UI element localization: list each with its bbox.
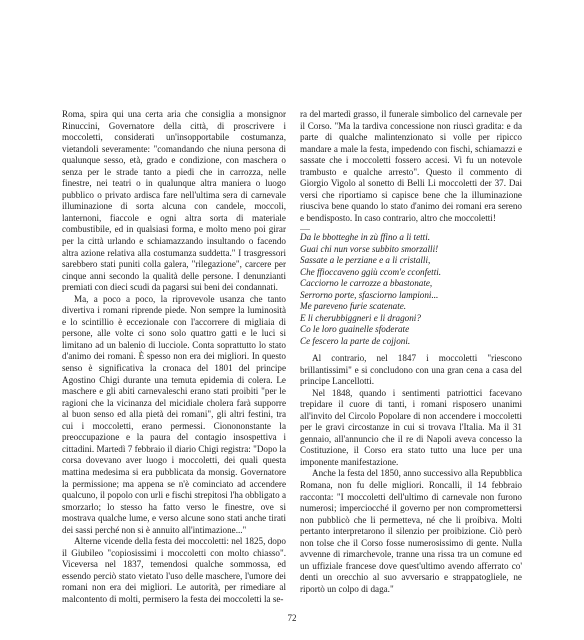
left-text-column xyxy=(62,109,286,606)
paragraph: Anche la festa del 1850, anno successivo alla Repubblica Romana, non fu delle migliori. Roncalli, il 14 febbraio racconta: "I moccoletti dell'ultimo di carnevale non furono numerosi; imperciocché il governo per non compromettersi non pubblicò che li permetteva, né che li proibiva. Molti pertanto interpretarono il silenzio per proibizione. Ciò però non tolse che il Corso fosse numerosissimo di gente. Nulla avvenne di rimarchevole, tranne una rissa tra un comune ed un uffiziale francese dove quest'ultimo avendo afferrato co' denti un orecchio al suo avversario e strappatogliele, ne riportò un colpo di daga." xyxy=(300,468,522,594)
poem-line: Cacciorno le carrozze a bbastonate, xyxy=(300,278,433,289)
page-number: 72 xyxy=(287,613,297,623)
poem-line: Sassate a le perziane e a li cristalli, xyxy=(300,255,431,266)
poem-line: Che ffioccaveno ggiù ccom'e cconfetti. xyxy=(300,266,442,277)
paragraph: Alterne vicende della festa dei moccoletti: nel 1825, dopo il Giubileo "copiosissimi i moccoletti con molto chiasso". Viceversa nel 1837, temendosi qualche sommossa, ed essendo perciò stato vietato l'uso delle maschere, l'umore dei romani non era dei migliori. Le autorità, per rimediare al malcontento di molti, permisero la festa dei moccoletti la se- xyxy=(62,536,286,604)
poem-line: Ce fescero la parte de cojjoni. xyxy=(300,335,411,346)
poem-ellipsis: ..... xyxy=(300,223,310,233)
paragraph: Nel 1848, quando i sentimenti patriottici facevano trepidare il cuore di tanti, i romani risposero unanimi all'invito del Circolo Popolare di non accendere i moccoletti per le gravi circostanze in cui si trovava l'Italia. Ma il 31 gennaio, all'annuncio che il re di Napoli aveva concesso la Costituzione, il Corso era stato tutto una luce per una imponente manifestazione. xyxy=(300,387,522,467)
paragraph: Al contrario, nel 1847 i moccoletti "riescono brillantissimi" e si concludono con una gran cena a casa del principe Lancellotti. xyxy=(300,353,522,387)
paragraph: Roma, spira qui una certa aria che consiglia a monsignor Rinuccini, Governatore della città, di proscrivere i moccoletti, considerati un'insopportabile costumanza, vietandoli severamente: "comandando che niuna persona di qualunque sesso, età, grado e condizione, con maschera o senza per le strade tanto a piedi che in carrozza, nelle finestre, nei teatri o in qualunque altra maniera o luogo pubblico o privato ardisca fare nell'ultima sera di carnevale illuminazione di sorta alcuna con candele, moccoli, lanternoni, fiaccole e ogni altra sorta di materiale combustibile, ed in qualsiasi forma, e molto meno poi girar per la città urlando e schiamazzando insultando o facendo altra azione relativa alla costumanza suddetta." I trasgressori sarebbero stati puniti colla galera, "rilegazione", carcere per cinque anni secondo la qualità delle persone. I denunzianti premiati con dieci scudi da pagarsi sui beni dei condannati. xyxy=(62,109,286,293)
poem-line: Me pareveno furie scatenate. xyxy=(300,301,407,312)
poem-line: Co le loro guainelle sfoderate xyxy=(300,324,410,335)
poem-line: Guai chi nun vorse subbito smorzalli! xyxy=(300,243,439,254)
paragraph: Ma, a poco a poco, la riprovevole usanza che tanto divertiva i romani riprende piede. Non sempre la luminosità e lo scintillio è eccezionale con l'accorrere di migliaia di persone, alle volte ci sono solo quattro gatti e le luci si limitano ad un balenio di lucciole. Conta soprattutto lo stato d'animo dei romani. È spesso non era dei migliori. In questo senso è significativa la cronaca del 1801 del principe Agostino Chigi durante una temuta epidemia di colera. Le maschere e gli abiti carnevaleschi erano stati proibiti "per le ragioni che la vicinanza del micidiale cholera farà supporre al buon senso ed alla pietà dei romani", gli altri festini, tra cui i moccoletti, erano permessi. Cionononstante la preoccupazione e la paura del contagio insospettiva i cittadini. Martedì 7 febbraio il diario Chigi registra: "Dopo la corsa dovevano aver luogo i moccoletti, dei quali questa mattina medesima si era pubblicata da monsig. Governatore la permissione; ma appena se n'è cominciato ad accendere qualcuno, il popolo con urli e fischi strepitosi l'ha obbligato a smorzarlo; lo stesso ha fatto verso le finestre, ove si mostrava qualche lume, e verso alcune sono stati anche tirati dei sassi perché non si è annuito all'intimazione..." xyxy=(62,293,286,535)
poem-line: Serrorno porte, sfasciorno lampioni... xyxy=(300,289,439,300)
right-text-column xyxy=(300,109,522,595)
poem-line: Da le bbotteghe in zù ffino a li tetti. xyxy=(300,232,431,243)
sonnet-excerpt xyxy=(300,232,522,347)
poem-line: E li cherubbiggneri e li dragoni? xyxy=(300,312,421,323)
paragraph: ra del martedì grasso, il funerale simbolico del carnevale per il Corso. "Ma la tardiva concessione non riuscì gradita: e da parte di qualche malintenzionato si volle per ripicco mandare a male la festa, impedendo con fischi, schiamazzi e sassate che i moccoletti fossero accesi. Vi fu un notevole trambusto e qualche arresto". Questo il commento di Giorgio Vigolo al sonetto di Belli Li moccoletti der 37. Dai versi che riportiamo si capisce bene che la illuminazione riusciva bene quando lo stato d'animo dei romani era sereno e bendisposto. In caso contrario, altro che moccoletti! xyxy=(300,109,522,223)
